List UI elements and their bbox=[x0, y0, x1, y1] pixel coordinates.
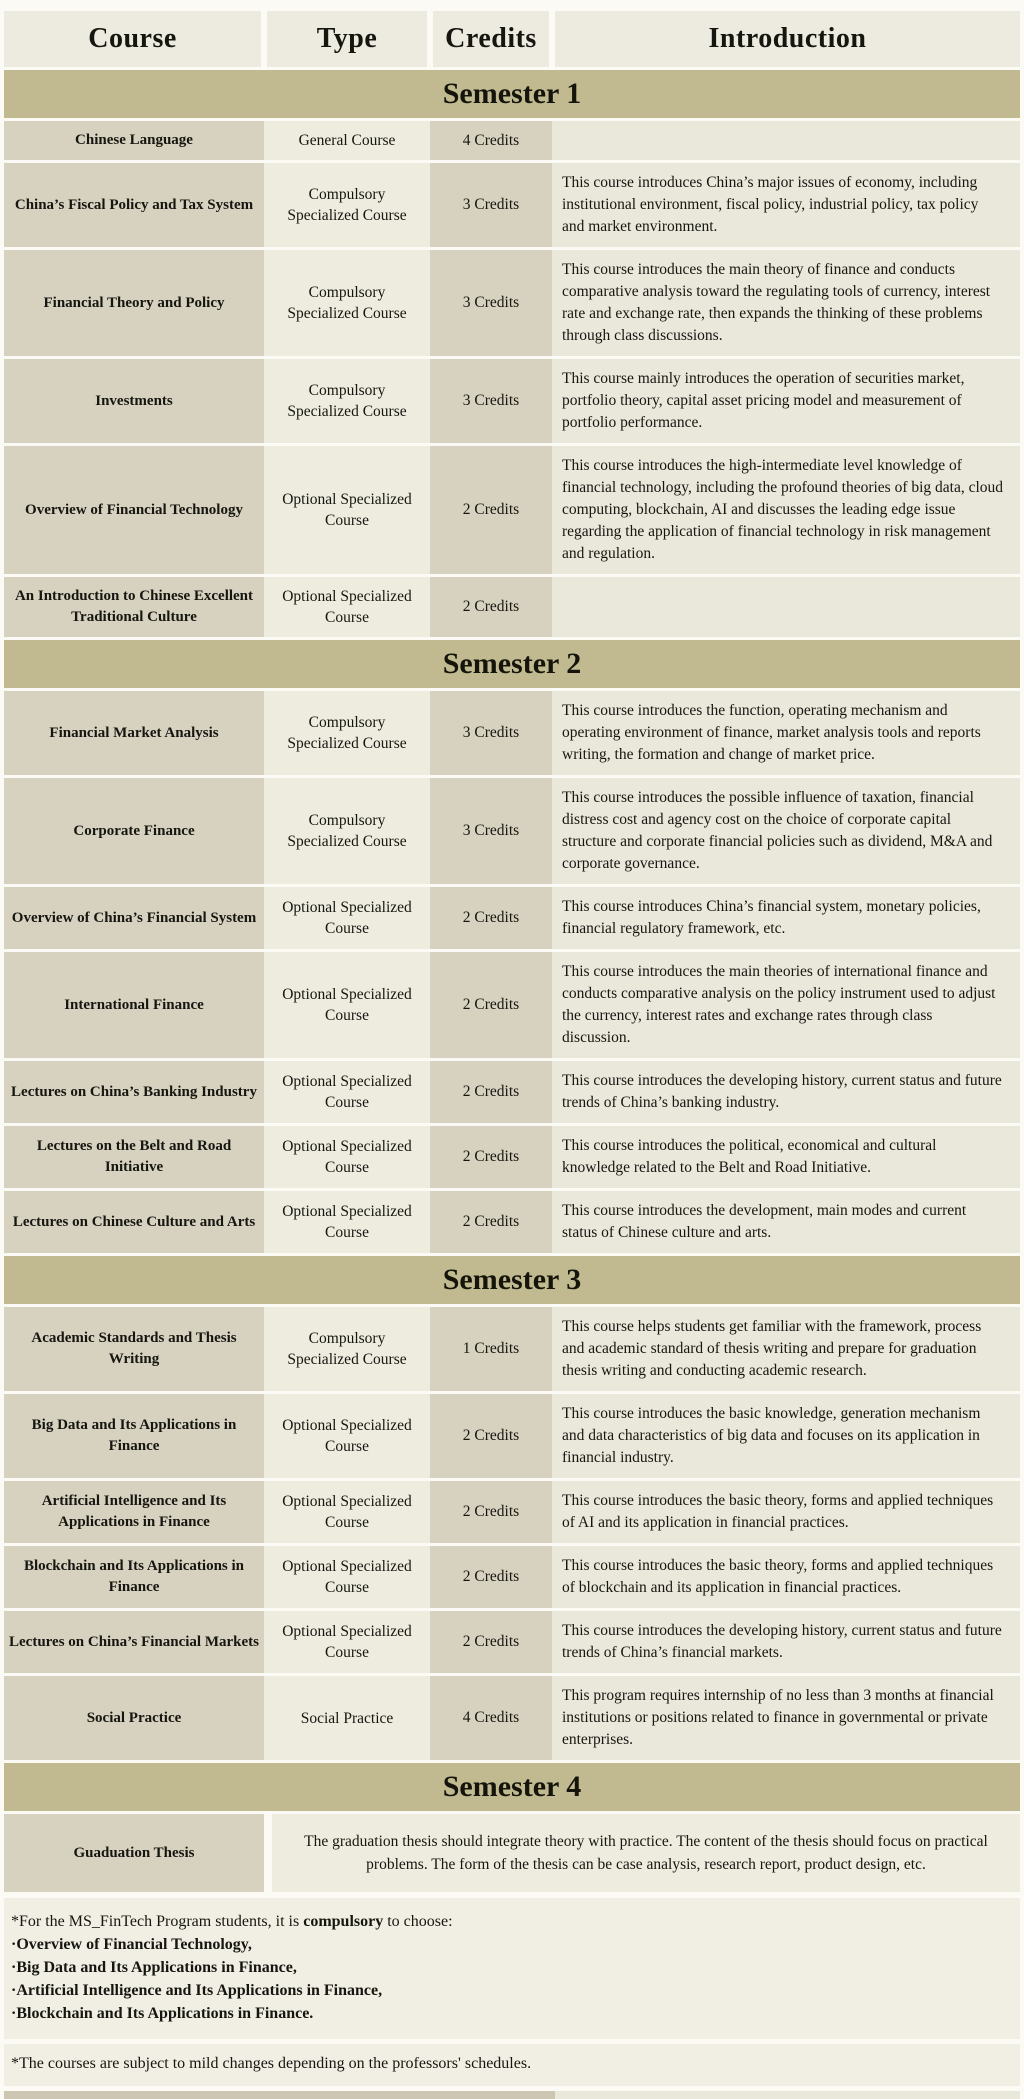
type-cell: Compulsory Specialized Course bbox=[264, 1307, 430, 1391]
schedule-note: *The courses are subject to mild changes depending on the professors' schedules. bbox=[4, 2044, 1020, 2086]
credits-cell: 2 Credits bbox=[430, 577, 552, 637]
footnote-bullet: ·Blockchain and Its Applications in Finance. bbox=[11, 2005, 314, 2022]
type-cell: Optional Specialized Course bbox=[264, 1061, 430, 1123]
credits-cell: 3 Credits bbox=[430, 359, 552, 443]
introduction-cell: This course introduces China’s major issues of economy, including institutional environment, fiscal policy, industrial policy, tax policy and market environment. bbox=[552, 163, 1020, 247]
cropped-next-row-strip bbox=[4, 2091, 1020, 2099]
course-row bbox=[4, 1481, 1020, 1543]
footnote-suffix: to choose: bbox=[383, 1913, 453, 1930]
semester-banner-row bbox=[4, 640, 1020, 688]
course-row bbox=[4, 446, 1020, 574]
type-cell: Compulsory Specialized Course bbox=[264, 250, 430, 356]
introduction-cell bbox=[552, 577, 1020, 637]
type-cell: Compulsory Specialized Course bbox=[264, 163, 430, 247]
semester-banner: Semester 2 bbox=[4, 640, 1020, 688]
course-cell: Financial Theory and Policy bbox=[4, 250, 264, 356]
introduction-cell: This course introduces the developing history, current status and future trends of China’s banking industry. bbox=[552, 1061, 1020, 1123]
type-cell: General Course bbox=[264, 121, 430, 160]
thesis-description-cell: The graduation thesis should integrate theory with practice. The content of the thesis should focus on practical problems. The form of the thesis can be case analysis, research report, product design, etc. bbox=[264, 1814, 1020, 1892]
credits-cell: 3 Credits bbox=[430, 250, 552, 356]
type-cell: Compulsory Specialized Course bbox=[264, 359, 430, 443]
type-cell: Optional Specialized Course bbox=[264, 1546, 430, 1608]
course-cell: Corporate Finance bbox=[4, 778, 264, 884]
table-header bbox=[4, 11, 1020, 67]
type-cell: Optional Specialized Course bbox=[264, 446, 430, 574]
credits-cell: 2 Credits bbox=[430, 1061, 552, 1123]
table-body bbox=[4, 70, 1020, 1892]
footnotes-block bbox=[4, 1898, 1020, 2039]
course-cell: Overview of Financial Technology bbox=[4, 446, 264, 574]
credits-cell: 3 Credits bbox=[430, 778, 552, 884]
course-row bbox=[4, 1061, 1020, 1123]
course-row bbox=[4, 1676, 1020, 1760]
course-cell: Academic Standards and Thesis Writing bbox=[4, 1307, 264, 1391]
course-cell: Investments bbox=[4, 359, 264, 443]
course-row bbox=[4, 1394, 1020, 1478]
type-cell: Social Practice bbox=[264, 1676, 430, 1760]
column-header-credits: Credits bbox=[430, 11, 552, 67]
footnote-prefix: *For the MS_FinTech Program students, it is bbox=[11, 1913, 304, 1930]
introduction-cell bbox=[552, 121, 1020, 160]
credits-cell: 2 Credits bbox=[430, 1546, 552, 1608]
credits-cell: 1 Credits bbox=[430, 1307, 552, 1391]
introduction-cell: This course introduces the main theories of international finance and conducts comparative analysis on the policy instrument used to adjust the currency, interest rates and exchange rates through class discussion. bbox=[552, 952, 1020, 1058]
credits-cell: 2 Credits bbox=[430, 1481, 552, 1543]
course-cell: Overview of China’s Financial System bbox=[4, 887, 264, 949]
column-header-type: Type bbox=[264, 11, 430, 67]
type-cell: Compulsory Specialized Course bbox=[264, 778, 430, 884]
cropped-strip-left bbox=[4, 2091, 555, 2099]
course-cell: An Introduction to Chinese Excellent Traditional Culture bbox=[4, 577, 264, 637]
course-row bbox=[4, 1611, 1020, 1673]
introduction-cell: This course introduces the high-intermediate level knowledge of financial technology, including the profound theories of big data, cloud computing, blockchain, AI and discusses the leading edge issue regarding the application of financial technology in risk management and regulation. bbox=[552, 446, 1020, 574]
course-cell: Blockchain and Its Applications in Finance bbox=[4, 1546, 264, 1608]
column-header-course: Course bbox=[4, 11, 264, 67]
course-row bbox=[4, 577, 1020, 637]
type-cell: Optional Specialized Course bbox=[264, 1394, 430, 1478]
credits-cell: 4 Credits bbox=[430, 1676, 552, 1760]
course-row bbox=[4, 691, 1020, 775]
course-cell: Guaduation Thesis bbox=[4, 1814, 264, 1892]
type-cell: Optional Specialized Course bbox=[264, 887, 430, 949]
type-cell: Optional Specialized Course bbox=[264, 1191, 430, 1253]
introduction-cell: This course introduces the basic theory, forms and applied techniques of AI and its application in financial practices. bbox=[552, 1481, 1020, 1543]
type-cell: Optional Specialized Course bbox=[264, 1611, 430, 1673]
course-row bbox=[4, 887, 1020, 949]
credits-cell: 2 Credits bbox=[430, 1394, 552, 1478]
course-cell: Lectures on Chinese Culture and Arts bbox=[4, 1191, 264, 1253]
column-header-introduction: Introduction bbox=[552, 11, 1020, 67]
course-row bbox=[4, 778, 1020, 884]
introduction-cell: This course introduces China’s financial system, monetary policies, financial regulatory framework, etc. bbox=[552, 887, 1020, 949]
footnote-bullet: ·Big Data and Its Applications in Finance, bbox=[11, 1959, 297, 1976]
curriculum-table bbox=[4, 8, 1020, 1895]
course-row bbox=[4, 1814, 1020, 1892]
credits-cell: 2 Credits bbox=[430, 1126, 552, 1188]
introduction-cell: This course introduces the political, economical and cultural knowledge related to the Belt and Road Initiative. bbox=[552, 1126, 1020, 1188]
course-cell: Lectures on China’s Financial Markets bbox=[4, 1611, 264, 1673]
introduction-cell: This course helps students get familiar with the framework, process and academic standard of thesis writing and prepare for graduation thesis writing and conducting academic research. bbox=[552, 1307, 1020, 1391]
semester-banner: Semester 1 bbox=[4, 70, 1020, 118]
course-row bbox=[4, 359, 1020, 443]
type-cell: Optional Specialized Course bbox=[264, 952, 430, 1058]
footnote-compulsory-line bbox=[11, 1910, 1010, 1933]
introduction-cell: This course introduces the function, operating mechanism and operating environment of finance, market analysis tools and reports writing, the formation and change of market price. bbox=[552, 691, 1020, 775]
course-row bbox=[4, 1546, 1020, 1608]
introduction-cell: This course introduces the possible influence of taxation, financial distress cost and agency cost on the choice of corporate capital structure and corporate financial policies such as dividend, M&A and corporate governance. bbox=[552, 778, 1020, 884]
course-cell: Chinese Language bbox=[4, 121, 264, 160]
introduction-cell: This course mainly introduces the operation of securities market, portfolio theory, capital asset pricing model and measurement of portfolio performance. bbox=[552, 359, 1020, 443]
semester-banner-row bbox=[4, 1763, 1020, 1811]
course-cell: Financial Market Analysis bbox=[4, 691, 264, 775]
course-cell: China’s Fiscal Policy and Tax System bbox=[4, 163, 264, 247]
type-cell: Optional Specialized Course bbox=[264, 577, 430, 637]
introduction-cell: This program requires internship of no less than 3 months at financial institutions or positions related to finance in governmental or private enterprises. bbox=[552, 1676, 1020, 1760]
credits-cell: 2 Credits bbox=[430, 1191, 552, 1253]
footnote-bullet: ·Overview of Financial Technology, bbox=[11, 1936, 252, 1953]
course-cell: Social Practice bbox=[4, 1676, 264, 1760]
course-row bbox=[4, 1191, 1020, 1253]
cropped-strip-right bbox=[555, 2091, 1020, 2099]
introduction-cell: This course introduces the development, main modes and current status of Chinese culture and arts. bbox=[552, 1191, 1020, 1253]
credits-cell: 2 Credits bbox=[430, 952, 552, 1058]
type-cell: Optional Specialized Course bbox=[264, 1126, 430, 1188]
type-cell: Compulsory Specialized Course bbox=[264, 691, 430, 775]
type-cell: Optional Specialized Course bbox=[264, 1481, 430, 1543]
course-cell: Lectures on the Belt and Road Initiative bbox=[4, 1126, 264, 1188]
introduction-cell: This course introduces the main theory of finance and conducts comparative analysis toward the regulating tools of currency, interest rate and exchange rate, then expands the thinking of these problems through class discussions. bbox=[552, 250, 1020, 356]
course-row bbox=[4, 1307, 1020, 1391]
semester-banner: Semester 3 bbox=[4, 1256, 1020, 1304]
credits-cell: 2 Credits bbox=[430, 446, 552, 574]
header-row bbox=[4, 11, 1020, 67]
course-cell: Lectures on China’s Banking Industry bbox=[4, 1061, 264, 1123]
introduction-cell: This course introduces the basic knowledge, generation mechanism and data characteristics of big data and focuses on its application in financial industry. bbox=[552, 1394, 1020, 1478]
credits-cell: 3 Credits bbox=[430, 163, 552, 247]
course-row bbox=[4, 1126, 1020, 1188]
introduction-cell: This course introduces the basic theory, forms and applied techniques of blockchain and its application in financial practices. bbox=[552, 1546, 1020, 1608]
course-row bbox=[4, 121, 1020, 160]
semester-banner-row bbox=[4, 70, 1020, 118]
course-cell: International Finance bbox=[4, 952, 264, 1058]
course-row bbox=[4, 952, 1020, 1058]
course-row bbox=[4, 250, 1020, 356]
credits-cell: 3 Credits bbox=[430, 691, 552, 775]
course-cell: Artificial Intelligence and Its Applications in Finance bbox=[4, 1481, 264, 1543]
course-row bbox=[4, 163, 1020, 247]
credits-cell: 2 Credits bbox=[430, 887, 552, 949]
credits-cell: 2 Credits bbox=[430, 1611, 552, 1673]
footnote-bold-word: compulsory bbox=[303, 1913, 384, 1930]
credits-cell: 4 Credits bbox=[430, 121, 552, 160]
semester-banner-row bbox=[4, 1256, 1020, 1304]
course-cell: Big Data and Its Applications in Finance bbox=[4, 1394, 264, 1478]
footnote-bullet: ·Artificial Intelligence and Its Applications in Finance, bbox=[11, 1982, 383, 1999]
introduction-cell: This course introduces the developing history, current status and future trends of China’s financial markets. bbox=[552, 1611, 1020, 1673]
semester-banner: Semester 4 bbox=[4, 1763, 1020, 1811]
